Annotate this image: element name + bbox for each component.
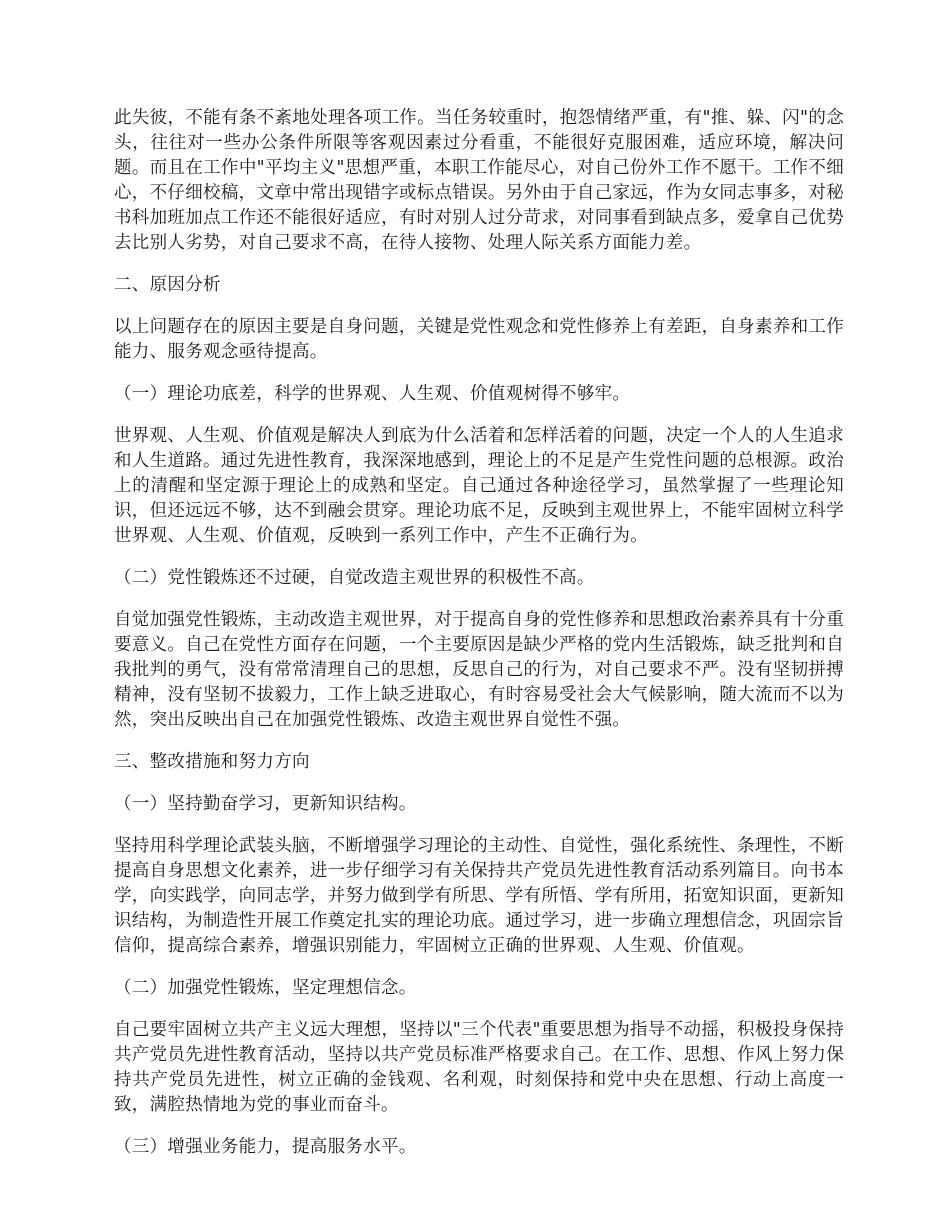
subheading-service-ability: （三）增强业务能力，提高服务水平。 xyxy=(114,1137,417,1157)
paragraph-strengthen-party-spirit: 自己要牢固树立共产主义远大理想，坚持以"三个代表"重要思想为指导不动摇，积极投身保持共产党员先进性教育活动，坚持以共产党员标准严格要求自己。在工作、思想、作风上努力保持共产党员先进性，树立正确的金钱观、名利观，时刻保持和党中央在思想、行动上高度一致，满腔热情地为党的事业而奋斗。 xyxy=(114,1020,844,1115)
paragraph-party-training: 自觉加强党性锻炼，主动改造主观世界，对于提高自身的党性修养和思想政治素养具有十分重要意义。自己在党性方面存在问题，一个主要原因是缺少严格的党内生活锻炼，缺乏批判和自我批判的勇气，没有常常清理自己的思想，反思自己的行为，对自己要求不严。没有坚韧拼搏精神，没有坚韧不拔毅力，工作上缺乏进取心，有时容易受社会大气候影响，随大流而不以为然，突出反映出自己在加强党性锻炼、改造主观世界自觉性不强。 xyxy=(114,610,844,730)
paragraph-theory-foundation: 世界观、人生观、价值观是解决人到底为什么活着和怎样活着的问题，决定一个人的人生追求和人生道路。通过先进性教育，我深深地感到，理论上的不足是产生党性问题的总根源。政治上的清醒和坚定源于理论上的成熟和坚定。自己通过各种途径学习，虽然掌握了一些理论知识，但还远远不够，达不到融会贯穿。理论功底不足，反映到主观世界上，不能牢固树立科学世界观、人生观、价值观，反映到一系列工作中，产生不正确行为。 xyxy=(114,426,844,546)
paragraph-shortcomings: 此失彼，不能有条不紊地处理各项工作。当任务较重时，抱怨情绪严重，有"推、躲、闪"的念头，往往对一些办公条件所限等客观因素过分看重，不能很好克服困难，适应环境，解决问题。而且在工作中"平均主义"思想严重，本职工作能尽心，对自己份外工作不愿干。工作不细心，不仔细校稿，文章中常出现错字或标点错误。另外由于自己家远，作为女同志事多，对秘书科加班加点工作还不能很好适应，有时对别人过分苛求，对同事看到缺点多，爱拿自己优势去比别人劣势，对自己要求不高，在待人接物、处理人际关系方面能力差。 xyxy=(114,108,844,253)
subheading-theory-foundation: （一）理论功底差，科学的世界观、人生观、价值观树得不够牢。 xyxy=(114,384,631,404)
document-page xyxy=(114,106,844,1177)
paragraph-cause-summary: 以上问题存在的原因主要是自身问题，关键是党性观念和党性修养上有差距，自身素养和工作能力、服务观念亟待提高。 xyxy=(114,317,844,362)
section-heading-cause-analysis: 二、原因分析 xyxy=(114,275,221,295)
subheading-party-training: （二）党性锻炼还不过硬，自觉改造主观世界的积极性不高。 xyxy=(114,568,595,588)
paragraph-diligent-study: 坚持用科学理论武装头脑，不断增强学习理论的主动性、自觉性，强化系统性、条理性，不断提高自身思想文化素养，进一步仔细学习有关保持共产党员先进性教育活动系列篇目。向书本学，向实践学，向同志学，并努力做到学有所思、学有所悟、学有所用，拓宽知识面，更新知识结构，为制造性开展工作奠定扎实的理论功底。通过学习，进一步确立理想信念，巩固宗旨信仰，提高综合素养，增强识别能力，牢固树立正确的世界观、人生观、价值观。 xyxy=(114,836,844,956)
subheading-diligent-study: （一）坚持勤奋学习，更新知识结构。 xyxy=(114,794,417,814)
subheading-strengthen-party-spirit: （二）加强党性锻炼，坚定理想信念。 xyxy=(114,978,417,998)
section-heading-rectification: 三、整改措施和努力方向 xyxy=(114,752,310,772)
